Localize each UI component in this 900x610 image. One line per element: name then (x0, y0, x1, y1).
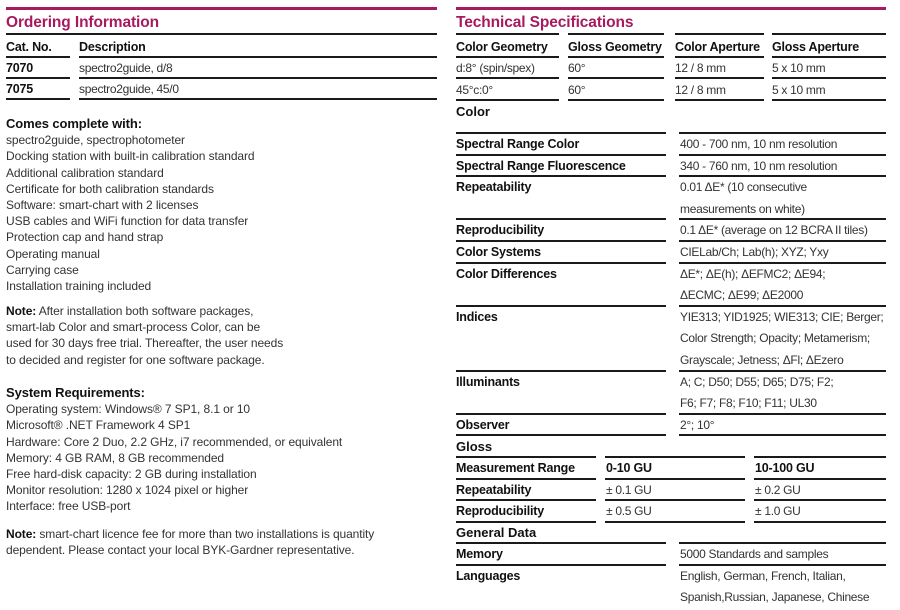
divider (456, 305, 666, 307)
divider (456, 175, 666, 177)
divider (679, 413, 886, 415)
divider (679, 434, 886, 436)
divider (772, 77, 886, 79)
divider (456, 154, 666, 156)
divider (456, 33, 559, 35)
color-spec-value: A; C; D50; D55; D65; D75; F2; (680, 374, 834, 389)
sysreq-item: Free hard-disk capacity: 2 GB during installation (6, 467, 257, 482)
divider (456, 77, 559, 79)
divider (754, 456, 886, 458)
geometry-header: Gloss Geometry (568, 40, 662, 54)
divider (679, 305, 886, 307)
gloss-spec-label: Reproducibility (456, 504, 544, 519)
geometry-cell: 45°c:0° (456, 83, 493, 97)
divider (79, 56, 437, 58)
geometry-cell: 60° (568, 83, 586, 97)
specs-top-bar (456, 7, 886, 10)
divider (456, 218, 666, 220)
general-spec-value: 5000 Standards and samples (680, 547, 829, 562)
divider (679, 262, 886, 264)
note-text: to decided and register for one software package. (6, 352, 265, 367)
note-text: After installation both software packages, (36, 304, 254, 318)
color-spec-label: Observer (456, 417, 510, 432)
divider (754, 521, 886, 523)
divider (605, 499, 745, 501)
geometry-cell: 12 / 8 mm (675, 83, 726, 97)
comes-item: Installation training included (6, 279, 152, 294)
gloss-section-title: Gloss (456, 439, 493, 455)
description-7075: spectro2guide, 45/0 (79, 82, 179, 96)
comes-complete-title: Comes complete with: (6, 116, 142, 131)
ordering-title: Ordering Information (6, 14, 160, 31)
divider (6, 56, 70, 58)
system-requirements-title: System Requirements: (6, 385, 145, 400)
note-text: smart-lab Color and smart-process Color, can be (6, 320, 261, 335)
general-spec-value: Spanish,Russian, Japanese, Chinese (680, 590, 870, 605)
comes-item: Certificate for both calibration standards (6, 181, 214, 196)
divider (456, 413, 666, 415)
note-software-trial (6, 303, 283, 368)
divider (605, 521, 745, 523)
color-spec-label: Illuminants (456, 374, 520, 389)
comes-item: Docking station with built-in calibration standard (6, 149, 255, 164)
geometry-cell: 5 x 10 mm (772, 61, 826, 75)
color-spec-label: Reproducibility (456, 223, 544, 238)
comes-item: Software: smart-chart with 2 licenses (6, 198, 199, 213)
comes-complete-section (6, 116, 254, 294)
divider (679, 154, 886, 156)
divider (568, 56, 664, 58)
geometry-cell: 12 / 8 mm (675, 61, 726, 75)
note-text: dependent. Please contact your local BYK-Gardner representative. (6, 543, 355, 558)
geometry-cell: d:8° (spin/spex) (456, 61, 535, 75)
general-spec-value: English, German, French, Italian, (680, 568, 846, 583)
general-data-title: General Data (456, 524, 537, 540)
divider (679, 240, 886, 242)
divider (605, 478, 745, 480)
divider (6, 77, 70, 79)
ordering-top-bar (6, 7, 437, 10)
geometry-header: Color Geometry (456, 40, 548, 54)
gloss-range-high-value: ± 0.2 GU (755, 482, 801, 497)
divider (456, 542, 666, 544)
general-spec-label: Languages (456, 568, 521, 583)
divider (456, 499, 596, 501)
divider (456, 478, 596, 480)
divider (679, 542, 886, 544)
color-spec-value: YIE313; YID1925; WIE313; CIE; Berger; (680, 309, 884, 324)
color-spec-value: ΔE*; ΔE(h); ΔEFMC2; ΔE94; (680, 266, 826, 281)
color-spec-value: 340 - 760 nm, 10 nm resolution (680, 158, 838, 173)
specs-title: Technical Specifications (456, 14, 634, 31)
note-text: smart-chart licence fee for more than two installations is quantity (36, 527, 375, 541)
divider (6, 33, 437, 35)
divider (568, 77, 664, 79)
divider (754, 499, 886, 501)
comes-item: Protection cap and hand strap (6, 230, 164, 245)
color-spec-label: Repeatability (456, 180, 532, 195)
cat-no-7070: 7070 (6, 61, 34, 75)
divider (772, 33, 886, 35)
divider (679, 218, 886, 220)
divider (679, 175, 886, 177)
divider (754, 478, 886, 480)
color-spec-value: CIELab/Ch; Lab(h); XYZ; Yxy (680, 245, 829, 259)
divider (456, 434, 666, 436)
divider (605, 456, 745, 458)
divider (679, 370, 886, 372)
divider (456, 240, 666, 242)
geometry-header: Gloss Aperture (772, 40, 860, 54)
sysreq-item: Memory: 4 GB RAM, 8 GB recommended (6, 450, 225, 465)
divider (456, 370, 666, 372)
gloss-range-high-value: ± 1.0 GU (755, 504, 801, 519)
note-text: used for 30 days free trial. Thereafter, the user needs (6, 336, 284, 351)
geometry-header: Color Aperture (675, 40, 760, 54)
color-spec-label: Color Differences (456, 266, 557, 281)
comes-item: Operating manual (6, 246, 100, 261)
color-spec-value: Color Strength; Opacity; Metamerism; (680, 331, 870, 346)
geometry-cell: 60° (568, 61, 586, 75)
gloss-spec-label: Repeatability (456, 482, 532, 497)
color-spec-label: Indices (456, 309, 498, 324)
system-requirements-section (6, 385, 342, 515)
divider (772, 56, 886, 58)
divider (456, 564, 666, 566)
color-spec-label: Spectral Range Color (456, 137, 580, 151)
description-7070: spectro2guide, d/8 (79, 61, 173, 75)
sysreq-item: Monitor resolution: 1280 x 1024 pixel or higher (6, 483, 249, 498)
note-licence-fee (6, 526, 374, 558)
color-spec-value: F6; F7; F8; F10; F11; UL30 (680, 396, 817, 411)
divider (679, 564, 886, 566)
general-spec-label: Memory (456, 547, 503, 562)
divider (456, 521, 596, 523)
gloss-range-low-value: 0-10 GU (606, 460, 652, 475)
divider (675, 33, 764, 35)
divider (772, 99, 886, 101)
divider (675, 99, 764, 101)
divider (568, 99, 664, 101)
divider (675, 77, 764, 79)
note-label: Note: (6, 304, 37, 318)
divider (79, 77, 437, 79)
divider (679, 132, 886, 134)
color-spec-value: ΔECMC; ΔE99; ΔE2000 (680, 288, 804, 303)
cat-no-7075: 7075 (6, 82, 34, 96)
divider (456, 262, 666, 264)
divider (456, 132, 666, 134)
divider (79, 98, 437, 100)
divider (568, 33, 664, 35)
color-section-title: Color (456, 104, 490, 119)
color-spec-label: Spectral Range Fluorescence (456, 158, 626, 173)
description-header: Description (79, 40, 146, 54)
color-spec-value: 400 - 700 nm, 10 nm resolution (680, 137, 838, 151)
color-spec-value: 0.1 ΔE* (average on 12 BCRA II tiles) (680, 223, 868, 238)
divider (675, 56, 764, 58)
color-spec-label: Color Systems (456, 245, 541, 259)
sysreq-item: Microsoft® .NET Framework 4 SP1 (6, 418, 191, 433)
gloss-range-low-value: ± 0.1 GU (606, 482, 652, 497)
divider (456, 56, 559, 58)
note-label: Note: (6, 527, 37, 541)
geometry-cell: 5 x 10 mm (772, 83, 826, 97)
comes-item: Additional calibration standard (6, 165, 164, 180)
comes-item: USB cables and WiFi function for data transfer (6, 214, 249, 229)
divider (6, 98, 70, 100)
cat-no-header: Cat. No. (6, 40, 52, 54)
sysreq-item: Operating system: Windows® 7 SP1, 8.1 or 10 (6, 402, 250, 417)
divider (456, 99, 559, 101)
color-spec-value: Grayscale; Jetness; ΔFl; ΔEzero (680, 353, 844, 367)
color-spec-value: 2°; 10° (680, 417, 715, 432)
gloss-spec-label: Measurement Range (456, 460, 575, 475)
divider (456, 456, 596, 458)
comes-item: spectro2guide, spectrophotometer (6, 133, 185, 148)
sysreq-item: Interface: free USB-port (6, 499, 131, 514)
comes-item: Carrying case (6, 262, 79, 277)
color-spec-value: measurements on white) (680, 201, 805, 216)
color-spec-value: 0.01 ΔE* (10 consecutive (680, 180, 807, 195)
sysreq-item: Hardware: Core 2 Duo, 2.2 GHz, i7 recommended, or equivalent (6, 434, 343, 449)
gloss-range-high-value: 10-100 GU (755, 460, 815, 475)
gloss-range-low-value: ± 0.5 GU (606, 504, 652, 519)
